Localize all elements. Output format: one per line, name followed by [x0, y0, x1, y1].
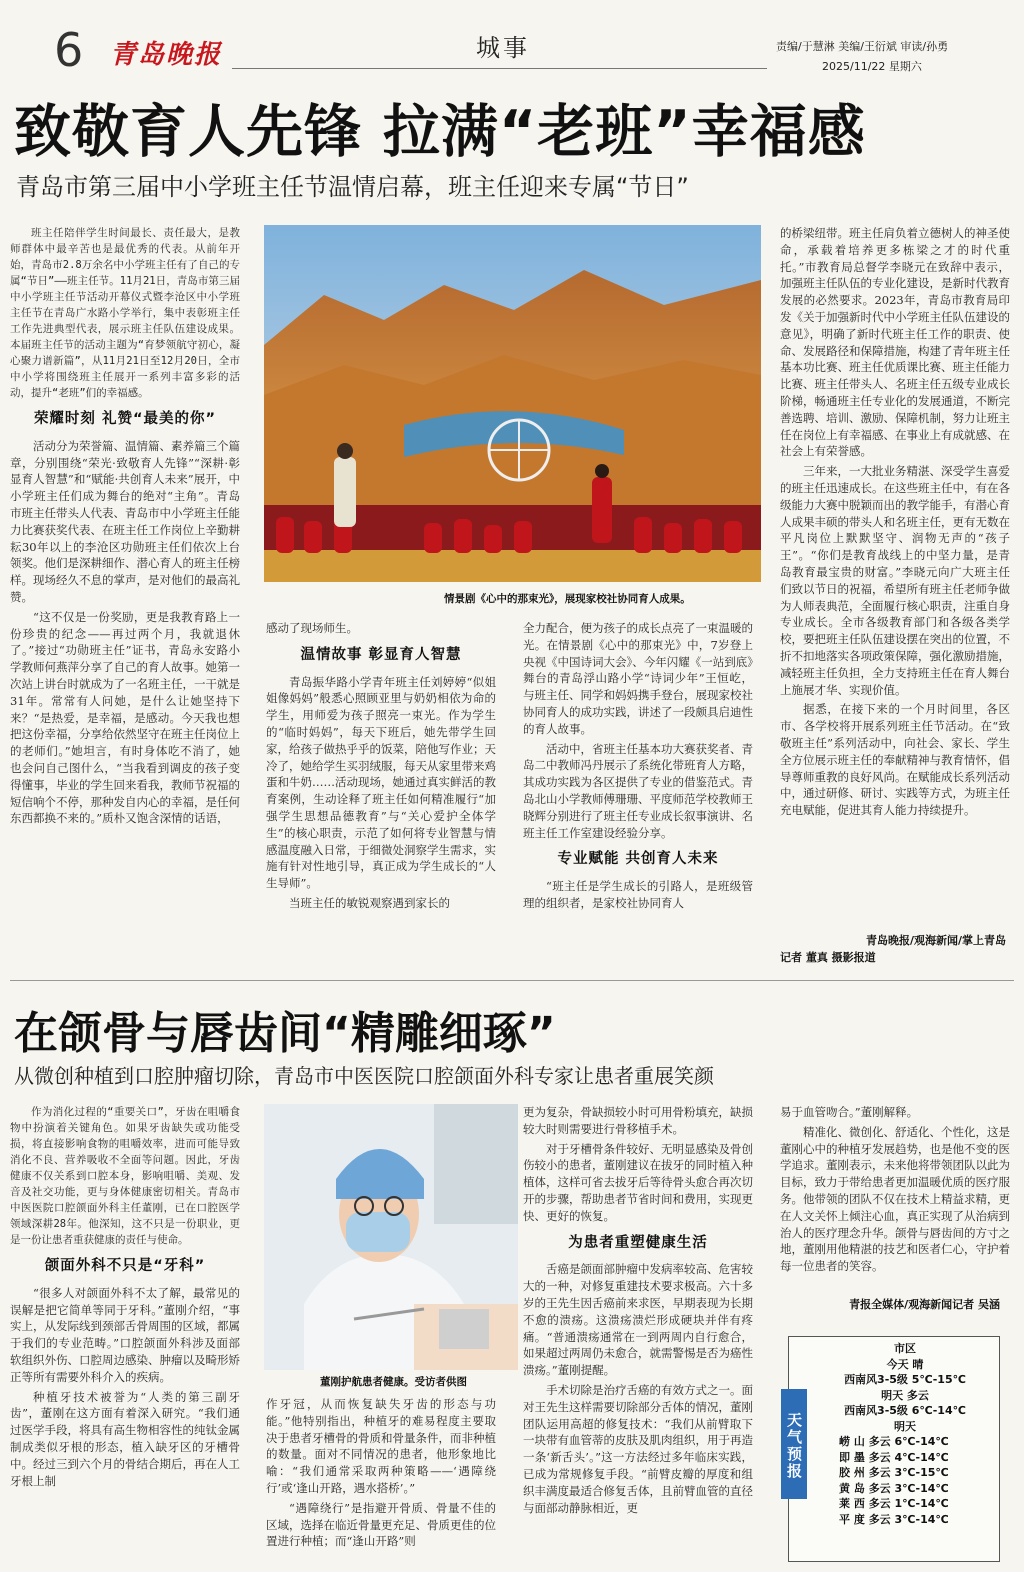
paragraph: 感动了现场师生。 [266, 621, 358, 635]
weather-box [785, 1336, 1000, 1562]
paragraph: 据悉，在接下来的一个月时间里，各区市、各学校将开展系列班主任节活动。在“致敬班主任”系列活动中，向社会、家长、学生全方位展示班主任的奉献精神与教育情怀，倡导尊师重教的良好风尚。在赋能成长系列活动中，通过研修、研讨、实践等方式，为班主任充电赋能，促进其育人能力持续提升。 [780, 702, 1010, 818]
article2-subheadline: 从微创种植到口腔肿瘤切除，青岛市中医医院口腔颌面外科专家让患者重展笑颜 [14, 1064, 714, 1088]
paragraph: 的桥梁纽带。班主任肩负着立德树人的神圣使命，承载着培养更多栋梁之才的时代重托。”市教育局总督学李晓元在致辞中表示，加强班主任队伍的专业化建设，是新时代教育发展的必然要求。2023年，青岛市教育局印发《关于加强新时代中小学班主任队伍建设的意见》，明确了新时代班主任工作的职责、使命、发展路径和保障措施，构建了青年班主任基本功比赛、班主任优质课比赛、班主任能力比赛、班主任带头人、名班主任五级专业成长阶梯，畅通班主任专业化的发展通道，不断完善选聘、培训、激励、保障机制，努力让班主任在岗位上有幸福感、在事业上有成就感、在社会上有荣誉感。 [780, 226, 1010, 459]
weather-city: 市区 [894, 1342, 916, 1355]
paragraph: 舌癌是颌面部肿瘤中发病率较高、危害较大的一种，对修复重建技术要求极高。六十多岁的王先生因舌癌前来求医，早期表现为长期不愈的溃疡。这溃疡溃烂形成硬块并伴有疼痛。“普通溃疡通常在一到两周内自行愈合，如果超过两周仍未愈合，就需警惕是否为癌性溃疡。”董刚提醒。 [523, 1262, 753, 1378]
article1-photo [264, 225, 761, 582]
paragraph: 手术切除是治疗舌癌的有效方式之一。面对王先生这样需要切除部分舌体的情况，董刚团队运用高超的修复技术：“我们从前臂取下一块带有血管蒂的皮肤及肌肉组织，用于再造一条‘新舌头’。”这一方法经过多年临床实践，已成为常规修复手段。“前臂皮瓣的厚度和组织丰满度最适合修复舌体，且前臂血管的直径与面部动静脉相近，更 [523, 1382, 753, 1515]
weather-district-row: 平 度 多云 3℃-14℃ [839, 1512, 949, 1526]
masthead-logo: 青岛晚报 [110, 40, 223, 70]
article2-lead: 作为消化过程的“重要关口”，牙齿在咀嚼食物中扮演着关键角色。如果牙齿缺失或功能受损，将直接影响食物的咀嚼效率，进而可能导致消化不良、营养吸收不全面等问题。因此，牙齿健康不仅关系到口腔本身，影响咀嚼、美观、发音及社交功能，更与身体健康密切相关。青岛市中医医院口腔颌面外科主任董刚，已在口腔医学领域深耕28年。他深知，这不只是一份职业，更是一份让患者重获健康的责任与使命。 [10, 1106, 240, 1246]
weather-label: 天气预报 [781, 1389, 807, 1499]
paragraph: 种植牙技术被誉为“人类的第三副牙齿”，董刚在这方面有着深入研究。“我们通过医学手段，将具有高生物相容性的纯钛金属制成类似牙根的形态，植入缺牙区的牙槽骨中。经过三到六个月的骨结合期后，再在人工牙根上制 [10, 1389, 240, 1488]
article1-byline-outlet: 青岛晚报/观海新闻/掌上青岛 [865, 934, 1006, 947]
article1-column-1 [10, 225, 240, 967]
paragraph: 三年来，一大批业务精湛、深受学生喜爱的班主任迅速成长。在这些班主任中，有在各级能力大赛中脱颖而出的教学能手，有潜心育人成果丰硕的带头人和名班主任，更有无数在平凡岗位上默默坚守、润物无声的“孩子王”。“你们是教育战线上的中坚力量，是青岛教育最宝贵的财富。”李晓元向广大班主任们致以节日的祝福，希望所有班主任老师争做为人师表典范，全面履行核心职责，注重自身专业成长。全市各级教育部门和各级各类学校，要把班主任队伍建设摆在突出的位置，不折不扣地落实各项政策保障，强化激励措施，减轻班主任负担，全力支持班主任在育人舞台上施展才华、实现价值。 [780, 464, 1010, 697]
article2-byline: 青报全媒体/观海新闻记者 吴涵 [849, 1298, 1000, 1311]
paragraph: 活动中，省班主任基本功大赛获奖者、青岛二中教师冯丹展示了系统化带班育人方略，其成功实践为各区提供了专业的借鉴范式。青岛北山小学教师傅珊珊、平度师范学校教师王晓辉分别进行了班主任专业成长叙事演讲、名班主任工作室建设经验分享。 [523, 741, 753, 840]
article1-subheading-1: 荣耀时刻 礼赞“最美的你” [33, 411, 217, 427]
paragraph: 对于牙槽骨条件较好、无明显感染及骨创伤较小的患者，董刚建议在拔牙的同时植入种植体，这样可省去拔牙后等待骨头愈合再次切开的步骤，帮助患者节省时间和费用，实现更快、更好的恢复。 [523, 1141, 753, 1223]
weather-district-row: 崂 山 多云 6℃-14℃ [839, 1435, 949, 1448]
paragraph: 更为复杂，骨缺损较小时可用骨粉填充，缺损较大时则需要进行骨移植手术。 [523, 1105, 753, 1136]
stage-scene-illustration [264, 225, 761, 582]
weather-district-list [815, 1434, 995, 1527]
article2-column-4 [780, 1104, 1010, 1294]
weather-tomorrow-detail: 西南风3-5级 6℃-14℃ [844, 1404, 966, 1417]
paragraph: “很多人对颌面外科不太了解，最常见的误解是把它简单等同于牙科。”董刚介绍，“事实上，从发际线到颈部舌骨周围的区域，都属于我们的专业范畴。”口腔颌面外科涉及面部软组织外伤、口腔周边感染、肿瘤以及畸形矫正等所有需要外科介入的疾病。 [10, 1285, 240, 1384]
article2-column-1 [10, 1104, 240, 1570]
article1-byline-reporter: 记者 董真 摄影报道 [780, 951, 876, 964]
paragraph: 易于血管吻合。”董刚解释。 [780, 1105, 919, 1119]
article2-photo [264, 1104, 518, 1370]
weather-tomorrow: 明天 多云 [881, 1388, 929, 1402]
article2-subheading-1: 颌面外科不只是“牙科” [44, 1258, 206, 1274]
article1-photo-caption: 情景剧《心中的那束光》，展现家校社协同育人成果。 [444, 593, 691, 605]
doctor-patient-illustration [264, 1104, 518, 1370]
weather-today: 今天 晴 [886, 1357, 924, 1371]
article1-column-3 [523, 620, 753, 968]
article1-headline: 致敬育人先锋 拉满“老班”幸福感 [14, 99, 866, 165]
article1-subheadline: 青岛市第三届中小学班主任节温情启幕，班主任迎来专属“节日” [16, 173, 689, 201]
paragraph: 活动分为荣誉篇、温情篇、素养篇三个篇章，分别围绕“荣光·致敬育人先锋”“深耕·彰显育人智慧”和“赋能·共创育人未来”展开，中小学班主任们成为舞台的绝对“主角”。青岛市班主任带头人代表、青岛市中小学班主任能力比赛获奖代表、在班主任工作岗位上辛勤耕耘30年以上的李沧区功勋班主任们依次上台领奖。他们是深耕细作、潜心育人的班主任榜样。现场经久不息的掌声，是对他们的最高礼赞。 [10, 438, 240, 604]
paragraph: “这不仅是一份奖励，更是我教育路上一份珍贵的纪念——再过两个月，我就退休了。”接过“功勋班主任”证书，青岛永安路小学教师何燕萍分享了自己的育人故事。她第一次站上讲台时就成为了一名班主任，一干就是31年。常常有人问她，是什么让她坚持下来？“是热爱，是幸福，是感动。今天我也想把这份幸福，分享给依然坚守在班主任岗位上的老师们。”她坦言，有时身体吃不消了，她也会问自己图什么，“当我看到调皮的孩子变得懂事，毕业的学生回来看我，教师节祝福的短信响个不停，那种发自内心的幸福，是任何东西都换不来的。”质朴又饱含深情的话语， [10, 609, 240, 826]
article2-photo-caption: 董刚护航患者健康。受访者供图 [320, 1376, 467, 1388]
weather-district-row: 莱 西 多云 1℃-14℃ [839, 1497, 949, 1510]
article2-column-2 [266, 1396, 496, 1570]
article1-subheading-3: 专业赋能 共创育人未来 [557, 851, 719, 868]
paragraph: 当班主任的敏锐观察遇到家长的 [289, 895, 450, 910]
section-title: 城事 [476, 34, 530, 62]
weather-district-row: 即 墨 多云 4℃-14℃ [839, 1450, 949, 1464]
editors-credit: 责编/于慧淋 美编/王衍斌 审读/孙勇 [776, 40, 949, 53]
weather-district-row: 黄 岛 多云 3℃-14℃ [839, 1481, 949, 1495]
weather-today-detail: 西南风3-5级 5℃-15℃ [844, 1373, 966, 1386]
weather-district-row: 胶 州 多云 3℃-15℃ [839, 1466, 949, 1479]
weather-tomorrow-districts: 明天 [894, 1419, 916, 1433]
article2-column-3 [523, 1104, 753, 1570]
paragraph: 全力配合，便为孩子的成长点亮了一束温暖的光。在情景剧《心中的那束光》中，7岁登上央视《中国诗词大会》、今年闪耀《一站到底》舞台的青岛浮山路小学“诗词少年”王恒屹，与班主任、同学和妈妈携手登台，展现家校社协同育人的成功实践，讲述了一段颇具启迪性的育人故事。 [523, 621, 753, 736]
article1-column-2 [266, 620, 496, 968]
article2-subheading-2: 为患者重塑健康生活 [568, 1234, 708, 1251]
article1-subheading-2: 温情故事 彰显育人智慧 [300, 646, 462, 663]
article1-lead: 班主任陪伴学生时间最长、责任最大，是教师群体中最辛苦也是最优秀的代表。从前年开始，青岛市2.8万余名中小学班主任有了自己的专属“节日”——班主任节。11月21日，青岛市第三届中小学班主任节活动开幕仪式暨李沧区中小学班主任节在青岛广水路小学举行，集中表彰班主任工作先进典型代表，展示班主任队伍建设成果。本届班主任节的活动主题为“育梦领航守初心，凝心聚力谱新篇”，从11月21日至12月20日，全市中小学将围绕班主任展开一系列丰富多彩的活动，提升“老班”们的幸福感。 [10, 227, 240, 399]
page-number: 6 [54, 23, 84, 77]
paragraph: 青岛振华路小学青年班主任刘婷婷“似姐姐像妈妈”般悉心照顾亚里与奶奶相依为命的学生，用师爱为孩子照亮一束光。作为学生的“临时妈妈”，每天下班后，她先带学生回家，给孩子做热乎乎的饭菜，陪他写作业；天冷了，她给学生买羽绒服，每天从家里带来鸡蛋和牛奶……活动现场，她通过真实鲜活的教育案例，生动诠释了班主任如何精准履行“加强学生思想品德教育”与“关心爱护全体学生”的核心职责，示范了如何将专业智慧与情感温度融入日常，于细微处洞察学生需求，实施有针对性地引导，真正成为学生成长的“人生导师”。 [266, 674, 496, 891]
paragraph: 精准化、微创化、舒适化、个性化，这是董刚心中的种植牙发展趋势，也是他不变的医学追求。董刚表示，未来他将带领团队以此为目标，致力于带给患者更加温暖优质的医疗服务。他带领的团队不仅在技术上精益求精，更在人文关怀上倾注心血，真正实现了从治病到治人的医疗理念升华。颌骨与唇齿间的方寸之地，董刚用他精湛的技艺和医者仁心，守护着每一位患者的笑容。 [780, 1124, 1010, 1274]
paragraph: “班主任是学生成长的引路人，是班级管理的组织者，是家校社协同育人 [523, 879, 753, 910]
article1-column-4 [780, 225, 1010, 930]
issue-date: 2025/11/22 星期六 [822, 60, 922, 73]
article2-headline: 在颌骨与唇齿间“精雕细琢” [14, 1008, 556, 1059]
paragraph: 作牙冠，从而恢复缺失牙齿的形态与功能。”他特别指出，种植牙的难易程度主要取决于患者牙槽骨的骨质和骨量条件，而非种植的数量。面对不同情况的患者，他形象地比喻：“我们通常采取两种策略——‘遇障绕行’或‘逢山开路，遇水搭桥’。” [266, 1397, 496, 1495]
paragraph: “遇障绕行”是指避开骨质、骨量不佳的区域，选择在临近骨量更充足、骨质更佳的位置进行种植；而“逢山开路”则 [266, 1500, 496, 1549]
